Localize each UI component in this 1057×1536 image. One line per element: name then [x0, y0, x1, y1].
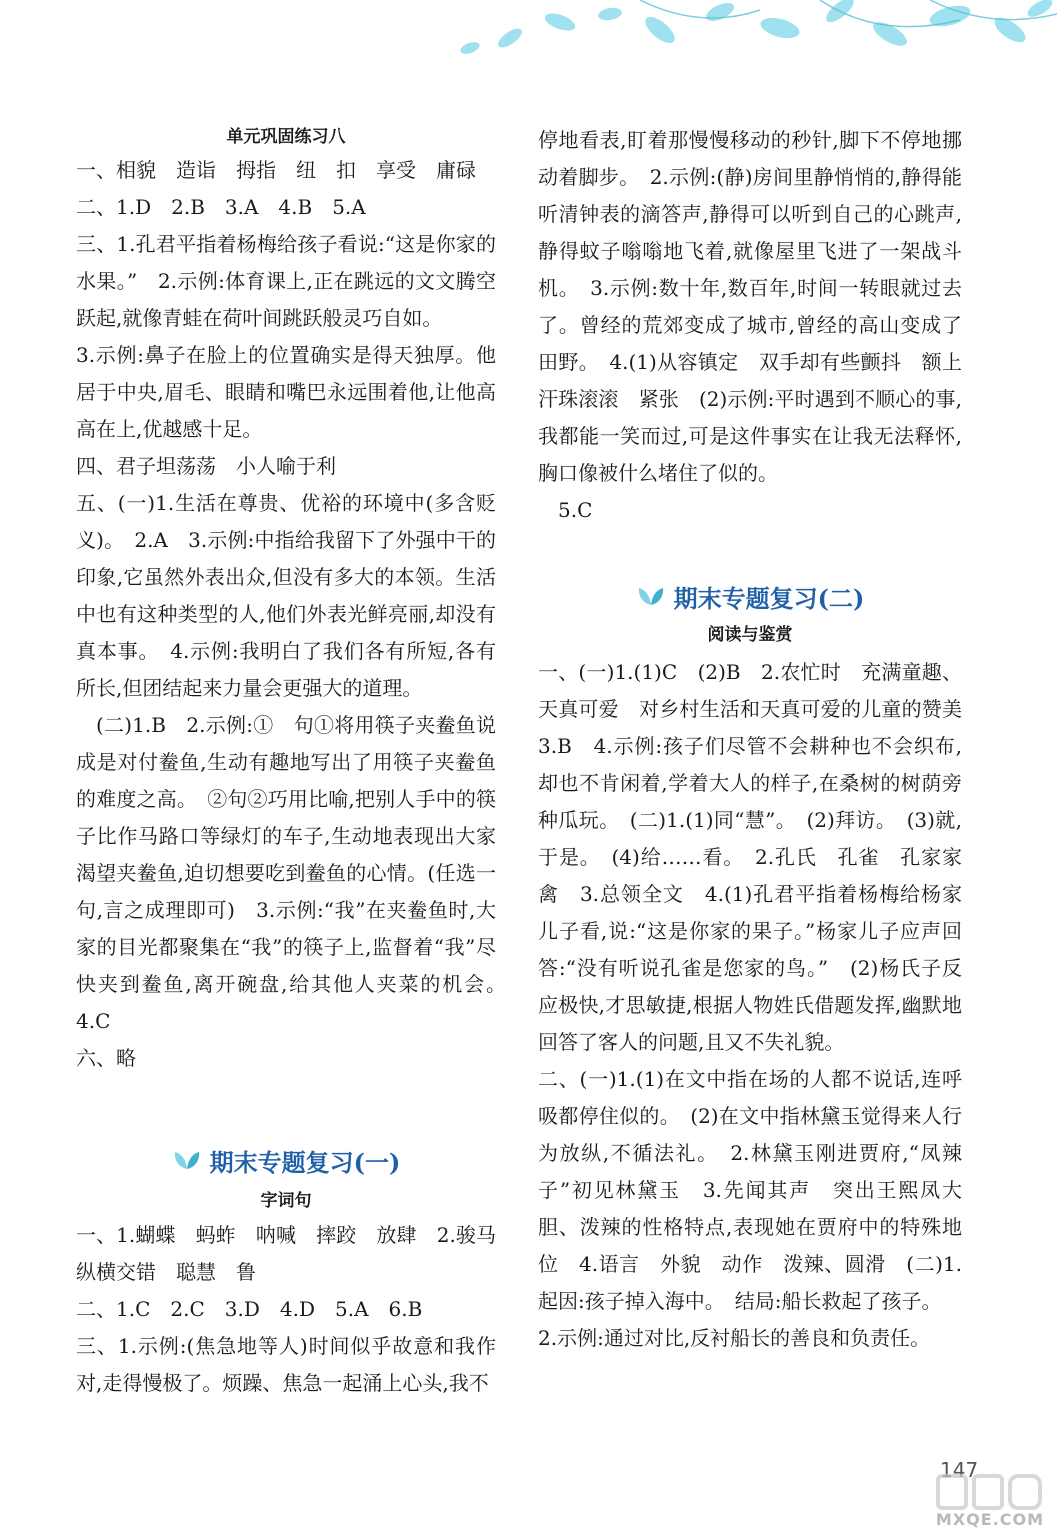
- answer-paragraph: 一、(一)1.(1)C (2)B 2.农忙时 充满童趣、天真可爱 对乡村生活和天真可爱的儿童的赞美 3.B 4.示例:孩子们尽管不会耕种也不会织布,却也不肯闲着,学着大人的样子,在桑树的树荫旁种瓜玩。 (二)1.(1)同“慧”。 (2)拜访。 (3)就,于是。 (4)给……看。 2.孔氏 孔雀 孔家家禽 3.总领全文 4.(1)孔君平指着杨梅给杨家儿子看,说:“这是你家的果子。”杨家儿子应声回答:“没有听说孔雀是您家的鸟。” (2)杨氏子反应极快,才思敏捷,根据人物姓氏借题发挥,幽默地回答了客人的问题,且又不失礼貌。: [538, 660, 982, 1054]
- answer-paragraph: 一、相貌 造诣 拇指 纽 扣 享受 庸碌: [76, 158, 476, 182]
- section-subtitle: 阅读与鉴赏: [707, 625, 793, 645]
- watermark-text: MXQE.COM: [935, 1510, 1045, 1529]
- answer-paragraph: 5.C: [558, 498, 593, 522]
- page-number: 147: [940, 1458, 979, 1482]
- answer-paragraph: 五、(一)1.生活在尊贵、优裕的环境中(多含贬义)。 2.A 3.示例:中指给我留下了外强中干的印象,它虽然外表出众,但没有多大的本领。生活中也有这种类型的人,他们外表光鲜亮丽,却没有真本事。 4.示例:我明白了我们各有所短,各有所长,但团结起来力量会更强大的道理。: [76, 491, 496, 700]
- answer-paragraph: 三、1.示例:(焦急地等人)时间似乎故意和我作对,走得慢极了。烦躁、焦急一起涌上心头,我不: [76, 1334, 496, 1395]
- right-column-top: [538, 122, 962, 529]
- right-column-bottom: [538, 654, 982, 1357]
- answer-paragraph: 2.示例:通过对比,反衬船长的善良和负责任。: [538, 1326, 931, 1350]
- section-title: 期末专题复习(一): [209, 1147, 401, 1177]
- answer-paragraph: 二、(一)1.(1)在文中指在场的人都不说话,连呼吸都停住似的。 (2)在文中指林黛玉觉得来人行为放纵,不循法礼。 2.林黛玉刚进贾府,“凤辣子”初见林黛玉 3.先闻其声 突出王熙凤大胆、泼辣的性格特点,表现她在贾府中的特殊地位 4.语言 外貌 动作 泼辣、圆滑 (二)1.起因:孩子掉入海中。 结局:船长救起了孩子。: [538, 1067, 962, 1313]
- answer-paragraph: 停地看表,盯着那慢慢移动的秒针,脚下不停地挪动着脚步。 2.示例:(静)房间里静悄悄的,静得能听清钟表的滴答声,静得可以听到自己的心跳声,静得蚊子嗡嗡地飞着,就像屋里飞进了一架战斗机。 3.示例:数十年,数百年,时间一转眼就过去了。曾经的荒郊变成了城市,曾经的高山变成了田野。 4.(1)从容镇定 双手却有些颤抖 额上汗珠滚滚 紧张 (2)示例:平时遇到不顺心的事,我都能一笑而过,可是这件事实在让我无法释怀,胸口像被什么堵住了似的。: [538, 128, 962, 485]
- leaf-icon: [636, 585, 666, 607]
- answer-paragraph: 三、1.孔君平指着杨梅给孩子看说:“这是你家的水果。” 2.示例:体育课上,正在跳远的文文腾空跃起,就像青蛙在荷叶间跳跃般灵巧自如。: [76, 232, 496, 330]
- left-column-top: [76, 152, 516, 1077]
- unit-title: 单元巩固练习八: [226, 127, 346, 147]
- top-leaf-decoration: [0, 0, 1057, 80]
- section-heading-final-review-2: [538, 576, 962, 616]
- answer-paragraph: 一、1.蝴蝶 蚂蚱 呐喊 摔跤 放肆 2.骏马 纵横交错 聪慧 鲁: [76, 1223, 516, 1284]
- section-subtitle: 字词句: [260, 1191, 312, 1211]
- section-heading-final-review-1: [76, 1140, 496, 1180]
- answer-paragraph: 四、君子坦荡荡 小人喻于利: [76, 454, 336, 478]
- answer-paragraph: 3.示例:鼻子在脸上的位置确实是得天独厚。他居于中央,眉毛、眼睛和嘴巴永远围着他,让他高高在上,优越感十足。: [76, 343, 496, 441]
- left-column-bottom: [76, 1217, 516, 1402]
- leaf-icon: [172, 1149, 202, 1171]
- answer-paragraph: 二、1.D 2.B 3.A 4.B 5.A: [76, 195, 366, 219]
- answer-paragraph: (二)1.B 2.示例:① 句①将用筷子夹鲞鱼说成是对付鲞鱼,生动有趣地写出了用筷子夹鲞鱼的难度之高。 ②句②巧用比喻,把别人手中的筷子比作马路口等绿灯的车子,生动地表现出大家渴望夹鲞鱼,迫切想要吃到鲞鱼的心情。(任选一句,言之成理即可) 3.示例:“我”在夹鲞鱼时,大家的目光都聚集在“我”的筷子上,监督着“我”尽快夹到鲞鱼,离开碗盘,给其他人夹菜的机会。 4.C: [76, 713, 516, 1033]
- section-title: 期末专题复习(二): [673, 583, 865, 613]
- answer-paragraph: 六、略: [76, 1046, 136, 1070]
- answer-paragraph: 二、1.C 2.C 3.D 4.D 5.A 6.B: [76, 1297, 423, 1321]
